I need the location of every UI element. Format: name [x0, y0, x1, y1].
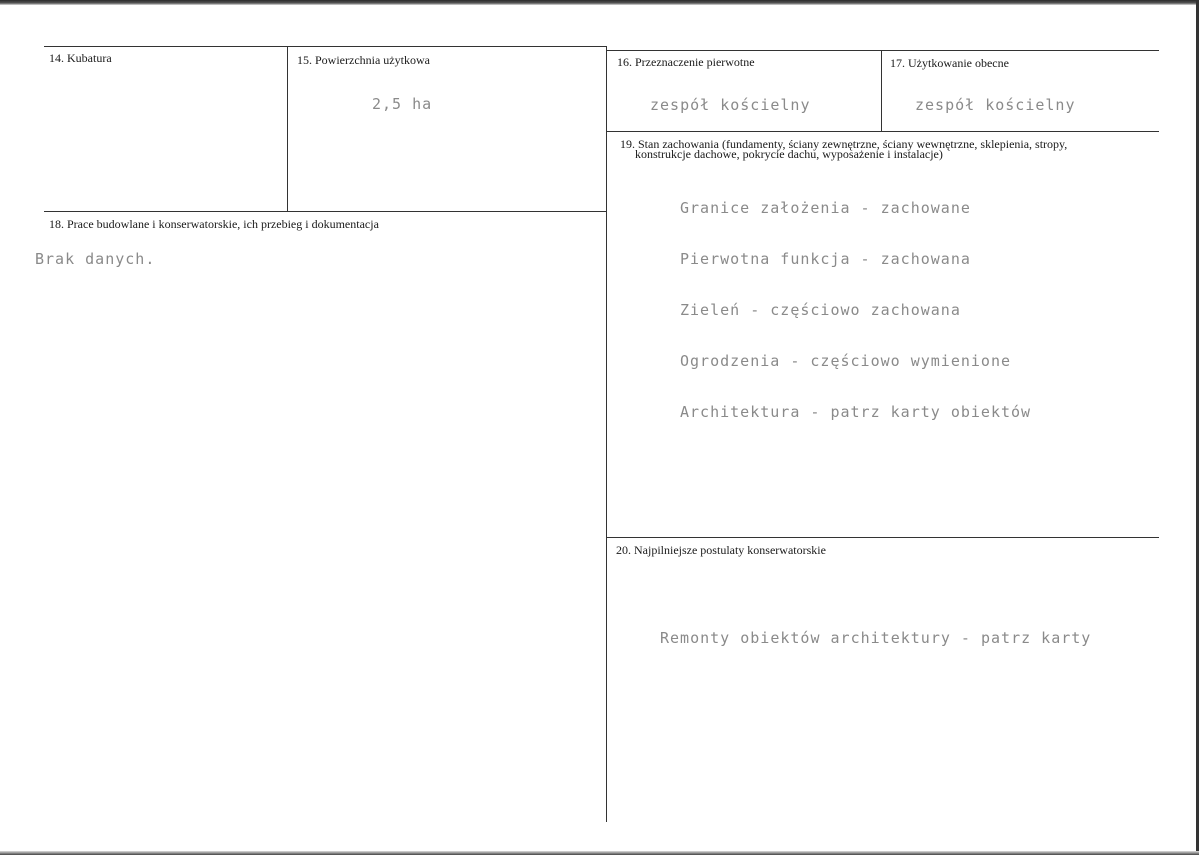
divider-16-17 [881, 50, 882, 131]
divider-14-15 [287, 46, 288, 212]
rule-top-right [607, 50, 1159, 51]
field-20-label: 20. Najpilniejsze postulaty konserwatorskie [616, 543, 826, 557]
field-19-label-line1: 19. Stan zachowania (fundamenty, ściany zewnętrzne, ściany wewnętrzne, sklepienia, stropy, [620, 137, 1068, 151]
field-17-label: 17. Użytkowanie obecne [890, 56, 1009, 70]
field-19-line: Ogrodzenia - częściowo wymienione [680, 352, 1012, 370]
field-19-line: Granice założenia - zachowane [680, 199, 971, 217]
field-19-label-line2: konstrukcje dachowe, pokrycie dachu, wyposażenie i instalacje) [635, 147, 943, 161]
field-18-label: 18. Prace budowlane i konserwatorskie, ich przebieg i dokumentacja [49, 217, 379, 231]
field-19-line: Architektura - patrz karty obiektów [680, 403, 1032, 421]
rule-left-mid [44, 211, 607, 212]
rule-top-left [44, 46, 607, 47]
field-17-value: zespół kościelny [915, 96, 1076, 114]
rule-right-lower [607, 537, 1159, 538]
field-16-label: 16. Przeznaczenie pierwotne [617, 55, 755, 69]
field-16-value: zespół kościelny [650, 96, 811, 114]
field-15-value: 2,5 ha [372, 95, 433, 113]
divider-main [606, 46, 607, 822]
scan-bottom-edge [0, 851, 1199, 855]
field-18-value: Brak danych. [35, 250, 156, 268]
field-19-line: Pierwotna funkcja - zachowana [680, 250, 971, 268]
field-15-label: 15. Powierzchnia użytkowa [297, 53, 430, 67]
field-14-label: 14. Kubatura [49, 51, 112, 65]
field-20-value: Remonty obiektów architektury - patrz karty [660, 629, 1092, 647]
field-19-label [620, 139, 1067, 159]
scan-top-edge [0, 0, 1199, 5]
rule-right-mid [607, 131, 1159, 132]
field-19-line: Zieleń - częściowo zachowana [680, 301, 961, 319]
field-19-value [680, 166, 1031, 438]
